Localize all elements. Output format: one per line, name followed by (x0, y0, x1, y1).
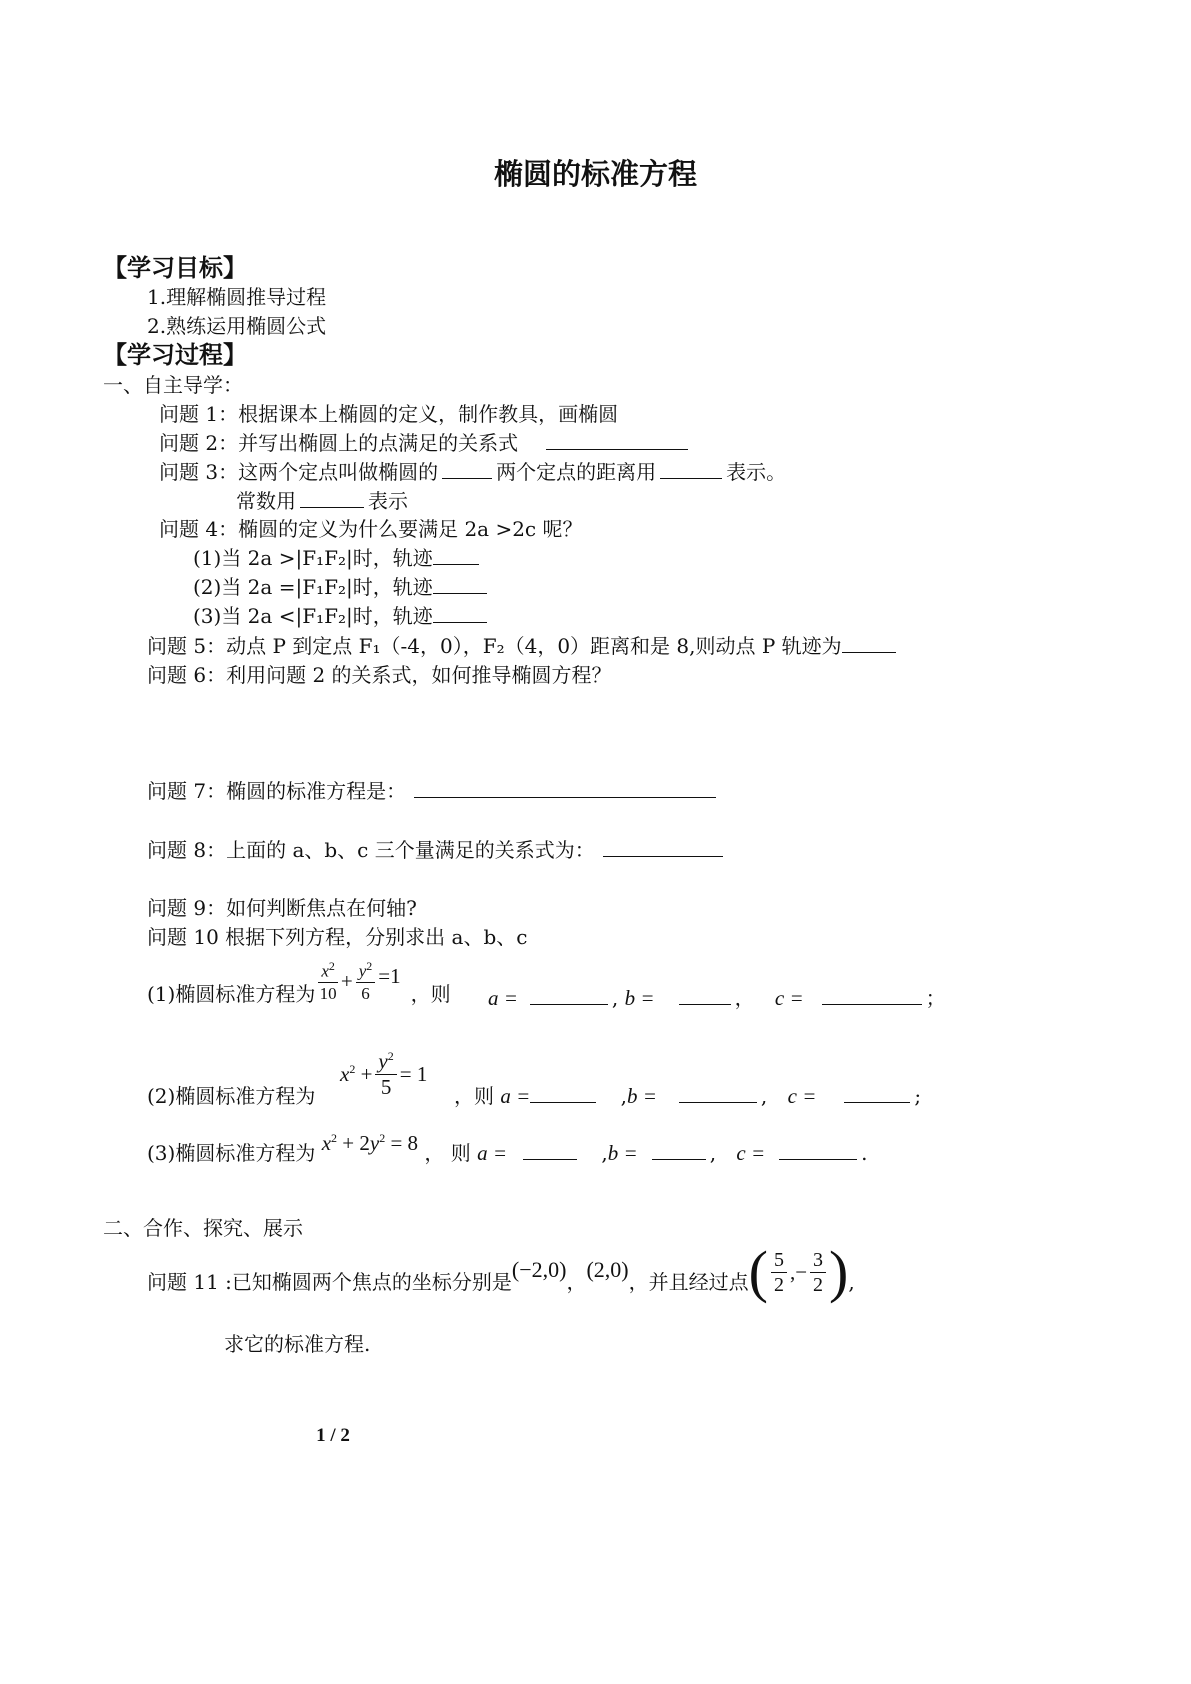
question-2 (159, 433, 692, 453)
answer-blank-c[interactable] (844, 1101, 910, 1103)
question-2-text: 问题 2：并写出椭圆上的点满足的关系式 (159, 431, 519, 455)
answer-blank[interactable] (546, 448, 688, 450)
answer-blank[interactable] (433, 592, 487, 594)
page-number: 1 / 2 (316, 1425, 350, 1446)
var-b: b = (627, 1084, 657, 1108)
fraction: $\frac{5}{2}$ (771, 1250, 787, 1295)
answer-blank[interactable] (660, 477, 722, 479)
section2-heading: 二、合作、探究、展示 (103, 1216, 303, 1240)
question-3-text-a: 问题 3：这两个定点叫做椭圆的 (159, 460, 439, 484)
page-title: 椭圆的标准方程 (493, 157, 697, 191)
exercise-1-text: (1)椭圆标准方程为 (147, 982, 316, 1006)
point-2: (2,0) (586, 1257, 629, 1282)
exercise-2-equation: $x^2$ + $\frac{y^2}{5}$ = 1 (340, 1049, 428, 1099)
answer-blank-a[interactable] (530, 1101, 596, 1103)
answer-blank-b[interactable] (652, 1158, 706, 1160)
question-3-line2 (236, 491, 408, 511)
question-6: 问题 6：利用问题 2 的关系式，如何推导椭圆方程？ (147, 663, 612, 687)
question-3-text-c: 表示。 (726, 460, 787, 484)
question-4-item-3-text: (3)当 2a <|F₁F₂|时，轨迹 (193, 604, 433, 628)
process-heading: 【学习过程】 (103, 340, 247, 369)
fraction: $\frac{3}{2}$ (810, 1250, 826, 1295)
question-4-item-2-text: (2)当 2a =|F₁F₂|时，轨迹 (193, 575, 433, 599)
goal-item-1: 1.理解椭圆推导过程 (147, 285, 327, 309)
question-11-text-b: ，并且经过点 (628, 1270, 749, 1294)
answer-blank-c[interactable] (779, 1158, 857, 1160)
answer-blank-b[interactable] (679, 1101, 757, 1103)
exercise-3-equation: $x^2 + 2y^2 = 8$ (321, 1131, 419, 1155)
question-3-text-d: 常数用 (236, 489, 296, 513)
var-c: c = (774, 986, 804, 1010)
answer-blank[interactable] (433, 563, 479, 565)
answer-blank[interactable] (433, 621, 487, 623)
goal-item-2: 2.熟练运用椭圆公式 (147, 314, 327, 338)
answer-blank[interactable] (300, 506, 364, 508)
fraction: $\frac{y^2}{5}$ (375, 1050, 396, 1098)
question-9: 问题 9：如何判断焦点在何轴? (147, 896, 417, 920)
section1-heading: 一、自主导学： (103, 373, 243, 397)
exercise-1-ze: ，则 (410, 982, 451, 1006)
exercise-2-answers: ，则 a = ,b = , c = ; (454, 1084, 922, 1108)
exercise-2-ze: ，则 (454, 1084, 494, 1108)
answer-blank-c[interactable] (822, 1003, 922, 1005)
fraction: $\frac{x^2}{10}$ (319, 959, 337, 1003)
question-11: 问题 11 :已知椭圆两个焦点的坐标分别是 (−2,0) ， (2,0) ，并且经过点 ( $\frac{5}{2}$ ,− $\frac{3}{2}$ ) , (147, 1239, 855, 1304)
answer-blank-a[interactable] (523, 1158, 577, 1160)
question-1: 问题 1：根据课本上椭圆的定义，制作教具，画椭圆 (159, 402, 619, 426)
var-a: a = (488, 986, 518, 1010)
question-11-text-a: 问题 11 :已知椭圆两个焦点的坐标分别是 (147, 1270, 512, 1294)
answer-blank-a[interactable] (530, 1003, 608, 1005)
exercise-1: (1)椭圆标准方程为 $\frac{x^2}{10}$ + $\frac{y^2}{6}$ =1 ，则 (147, 959, 451, 1006)
fraction: $\frac{y^2}{6}$ (356, 960, 376, 1002)
question-4: 问题 4：椭圆的定义为什么要满足 2a >2c 呢？ (159, 517, 583, 541)
goals-heading: 【学习目标】 (103, 253, 247, 282)
paren-right: ) (829, 1239, 849, 1304)
answer-blank-b[interactable] (679, 1003, 731, 1005)
point-1: (−2,0) (511, 1257, 567, 1282)
question-11-line2: 求它的标准方程. (224, 1332, 371, 1356)
question-8 (147, 840, 727, 860)
question-5 (147, 636, 900, 656)
var-b: b = (607, 1141, 638, 1165)
question-4-item-3 (193, 606, 491, 626)
var-b: b = (624, 986, 655, 1010)
question-4-item-1 (193, 548, 483, 568)
question-7-text: 问题 7：椭圆的标准方程是： (147, 779, 407, 803)
answer-blank[interactable] (414, 796, 716, 798)
exercise-3-ze: ， 则 (424, 1141, 471, 1165)
answer-blank[interactable] (842, 651, 896, 653)
var-a: a = (500, 1084, 531, 1108)
question-3-text-b: 两个定点的距离用 (496, 460, 657, 484)
question-3 (159, 462, 786, 482)
exercise-3-text: (3)椭圆标准方程为 (147, 1141, 316, 1165)
question-4-item-2 (193, 577, 491, 597)
question-10: 问题 10 根据下列方程，分别求出 a、b、c (147, 925, 528, 949)
question-5-text: 问题 5：动点 P 到定点 F₁（-4，0），F₂（4，0）距离和是 8,则动点 P 轨迹为 (147, 634, 842, 658)
var-a: a = (477, 1141, 508, 1165)
var-c: c = (736, 1141, 766, 1165)
question-3-text-e: 表示 (368, 489, 408, 513)
answer-blank[interactable] (603, 855, 723, 857)
var-c: c = (787, 1084, 817, 1108)
exercise-3: (3)椭圆标准方程为 $x^2 + 2y^2 = 8$ ， 则 a = ,b = , c = . (147, 1131, 868, 1165)
paren-left: ( (748, 1239, 768, 1304)
answer-blank[interactable] (442, 477, 492, 479)
question-4-item-1-text: (1)当 2a >|F₁F₂|时，轨迹 (193, 546, 433, 570)
question-7 (147, 781, 720, 801)
exercise-1-answers: a = , b = ， c = ； (488, 986, 946, 1010)
exercise-2-text: (2)椭圆标准方程为 (147, 1084, 316, 1108)
question-8-text: 问题 8：上面的 a、b、c 三个量满足的关系式为： (147, 838, 595, 862)
